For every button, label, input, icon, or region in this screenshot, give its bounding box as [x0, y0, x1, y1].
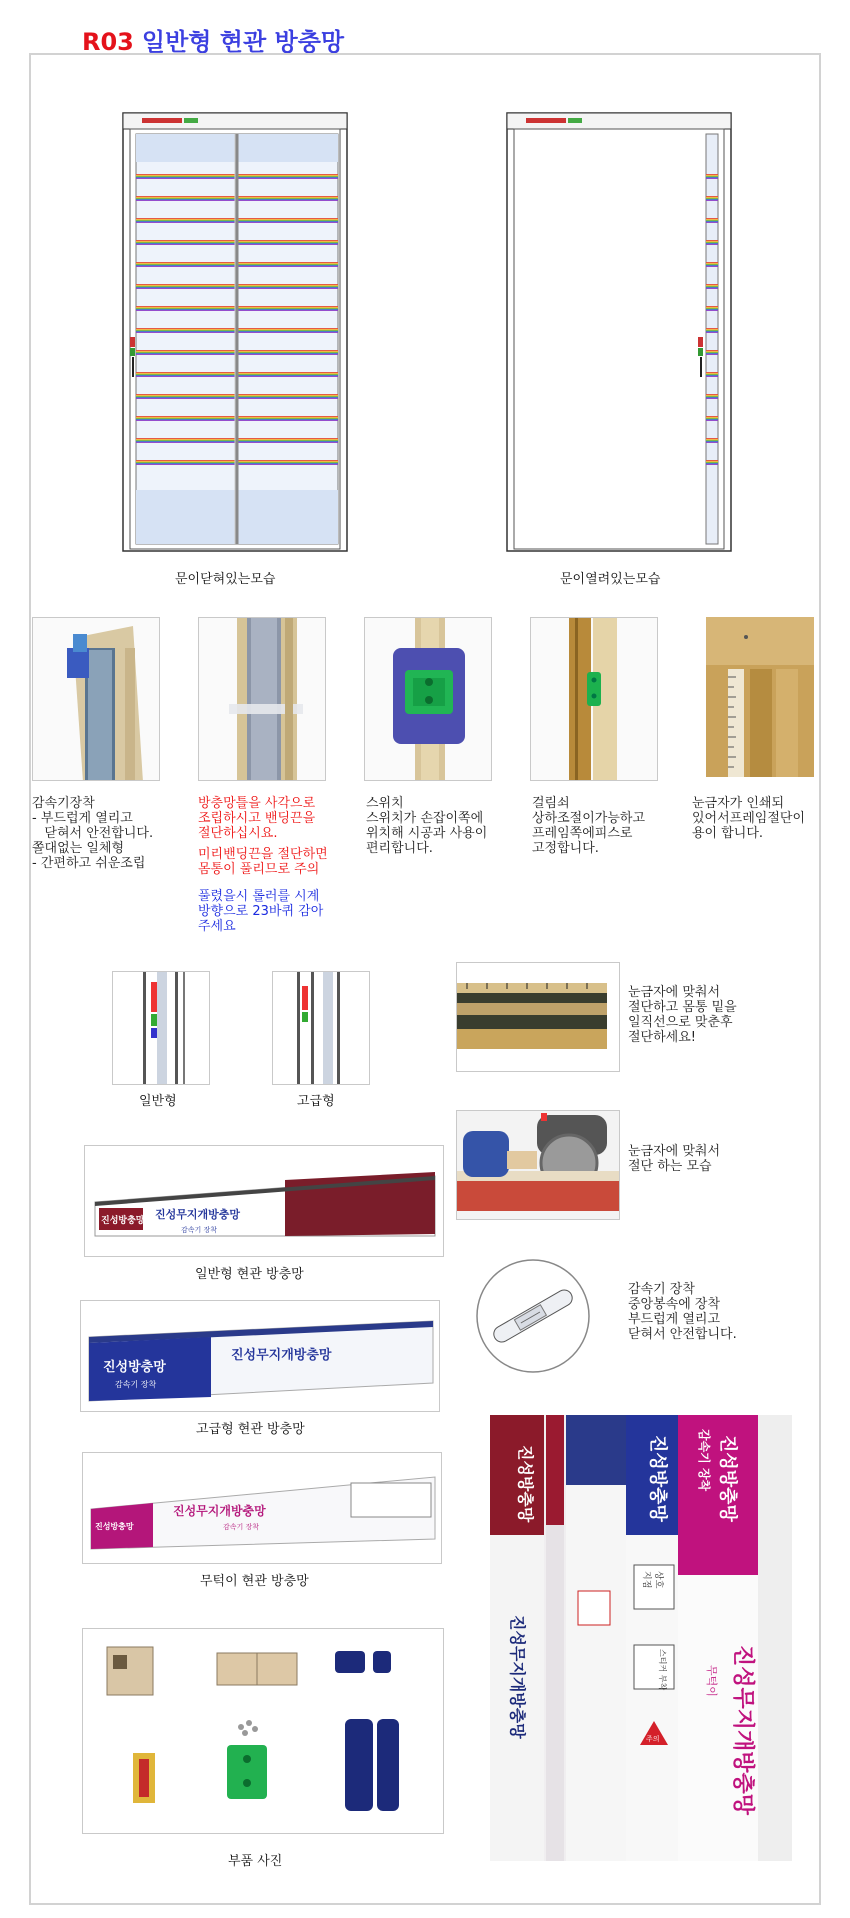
mesh-stripe: [706, 307, 718, 308]
mesh-stripe: [706, 287, 718, 288]
mesh-stripe: [706, 284, 718, 285]
lineup-brand-1: 진성방충망: [516, 1445, 535, 1523]
mesh-stripe: [706, 308, 718, 309]
product-3-brand-label: 진성방충망: [95, 1522, 134, 1531]
page-title: [82, 22, 344, 57]
mesh-stripe: [706, 354, 718, 355]
door-closed-caption: 문이닫혀있는모습: [175, 572, 276, 587]
product-2-tag-label: 감속기 장착: [115, 1380, 157, 1389]
mesh-stripe: [706, 265, 718, 266]
lineup-sub-1: 진성무지개방충망: [508, 1615, 527, 1739]
mesh-stripe: [706, 309, 718, 310]
mesh-stripe: [706, 196, 718, 197]
mesh-stripe: [706, 353, 718, 354]
banding-roller-note: 풀렸을시 롤러를 시계 방향으로 23바퀴 감아 주세요: [198, 889, 324, 934]
lineup-box-label-2: 지점: [641, 1571, 651, 1589]
mesh-stripe: [706, 441, 718, 442]
feature-ruler-text: 눈금자가 인쇄되 있어서프레임절단이 용이 합니다.: [692, 796, 806, 841]
mesh-stripe: [706, 286, 718, 287]
mesh-stripe: [706, 220, 718, 221]
mesh-stripe: [706, 350, 718, 351]
product-2-sub-label: 진성무지개방충망: [231, 1348, 332, 1363]
feature-banding-text: [198, 796, 328, 934]
saw-cutting-text: 눈금자에 맞춰서 절단 하는 모습: [628, 1144, 721, 1174]
mesh-stripe: [706, 243, 718, 244]
mesh-stripe: [706, 266, 718, 267]
feature-switch-text: 스위치 스위치가 손잡이쪽에 위치해 시공과 사용이 편리합니다.: [366, 796, 488, 856]
door-closed-illustration: [122, 112, 348, 552]
mesh-stripe: [706, 200, 718, 201]
mesh-stripe: [706, 462, 718, 463]
reducer-circle-illustration: [475, 1258, 591, 1374]
mesh-stripe: [706, 463, 718, 464]
standard-product-box: [84, 1145, 444, 1257]
lineup-brand-3: 진성방충망: [717, 1435, 738, 1522]
mesh-stripe: [706, 178, 718, 179]
mesh-stripe: [706, 262, 718, 263]
mesh-stripe: [706, 395, 718, 396]
product-1-sub-label: 진성무지개방충망: [155, 1208, 241, 1221]
standard-product-caption: 일반형 현관 방충망: [195, 1267, 304, 1282]
mesh-stripe: [706, 286, 718, 287]
mesh-stripe: [706, 218, 718, 219]
premium-product-box: [80, 1300, 440, 1412]
mesh-stripe: [706, 372, 718, 373]
mesh-stripe: [706, 420, 718, 421]
mesh-stripe: [706, 264, 718, 265]
lineup-sub-2: 진성무지개방충망: [730, 1645, 755, 1816]
mesh-stripe: [706, 241, 718, 242]
ruler-align-text: 눈금자에 맞춰서 절단하고 몸통 밑을 일직선으로 맞춘후 절단하세요!: [628, 985, 737, 1045]
mesh-stripe: [706, 376, 718, 377]
mesh-stripe: [706, 373, 718, 374]
mesh-stripe: [706, 174, 718, 175]
mesh-stripe: [706, 438, 718, 439]
product-2-brand-label: 진성방충망: [103, 1360, 166, 1375]
mesh-stripe: [706, 462, 718, 463]
product-lineup-photo: [490, 1415, 792, 1861]
mesh-stripe: [706, 176, 718, 177]
mesh-stripe: [706, 331, 718, 332]
mesh-stripe: [706, 330, 718, 331]
mesh-stripe: [706, 199, 718, 200]
mesh-stripe: [706, 175, 718, 176]
mesh-stripe: [706, 394, 718, 395]
premium-product-caption: 고급형 현관 방충망: [196, 1422, 305, 1437]
standard-type-photo: [112, 971, 210, 1085]
premium-type-photo: [272, 971, 370, 1085]
title-text: 일반형 현관 방충망: [141, 28, 345, 56]
premium-type-caption: 고급형: [297, 1094, 335, 1109]
mesh-stripe: [706, 418, 718, 419]
mesh-stripe: [706, 442, 718, 443]
mesh-stripe: [706, 332, 718, 333]
mesh-stripe: [706, 460, 718, 461]
standard-type-caption: 일반형: [139, 1094, 177, 1109]
banding-warning-2: 미리밴딩끈을 절단하면 몸통이 풀리므로 주의: [198, 847, 328, 877]
mesh-stripe: [706, 396, 718, 397]
mesh-stripe: [706, 221, 718, 222]
ruler-photo: [706, 617, 814, 777]
mesh-stripe: [706, 263, 718, 264]
mesh-stripe: [706, 308, 718, 309]
reducer-profile-photo: [32, 617, 160, 781]
mesh-stripe: [706, 219, 718, 220]
mesh-stripe: [706, 310, 718, 311]
lineup-tag: 감속기 장착: [697, 1429, 711, 1492]
mesh-stripe: [706, 352, 718, 353]
mesh-stripe: [706, 351, 718, 352]
mesh-stripe: [706, 288, 718, 289]
feature-reducer-text: 감속기장착 - 부드럽게 열리고 닫혀서 안전합니다. 쫄대없는 일체형 - 간편하고 쉬운조립: [32, 796, 154, 871]
model-code: R03: [82, 28, 134, 56]
mesh-stripe: [706, 440, 718, 441]
mesh-stripe: [706, 398, 718, 399]
mesh-stripe: [706, 306, 718, 307]
mesh-stripe: [706, 329, 718, 330]
banding-photo: [198, 617, 326, 781]
mesh-stripe: [706, 240, 718, 241]
reducer-text: 감속기 장착 중앙봉속에 장착 부드럽게 열리고 닫혀서 안전합니다.: [628, 1282, 737, 1342]
mesh-stripe: [706, 440, 718, 441]
mesh-stripe: [706, 375, 718, 376]
mesh-stripe: [706, 242, 718, 243]
ruler-align-photo: [456, 962, 620, 1072]
parts-photo: [82, 1628, 444, 1834]
latch-photo: [530, 617, 658, 781]
mesh-stripe: [706, 220, 718, 221]
switch-photo: [364, 617, 492, 781]
mesh-stripe: [706, 439, 718, 440]
threshold-product-box: [82, 1452, 442, 1564]
threshold-product-caption: 무턱이 현관 방충망: [200, 1574, 309, 1589]
mesh-stripe: [706, 285, 718, 286]
mesh-stripe: [706, 417, 718, 418]
mesh-stripe: [706, 374, 718, 375]
mesh-stripe: [706, 419, 718, 420]
lineup-sticker-label: 스티커 부착: [658, 1649, 667, 1691]
mesh-stripe: [706, 461, 718, 462]
mesh-stripe: [706, 177, 718, 178]
mesh-stripe: [706, 374, 718, 375]
mesh-stripe: [706, 397, 718, 398]
parts-caption: 부품 사진: [228, 1854, 283, 1869]
mesh-stripe: [706, 330, 718, 331]
mesh-stripe: [706, 416, 718, 417]
saw-cutting-photo: [456, 1110, 620, 1220]
mesh-stripe: [706, 198, 718, 199]
mesh-stripe: [706, 396, 718, 397]
mesh-stripe: [706, 197, 718, 198]
feature-latch-text: 걸림쇠 상하조절이가능하고 프레임쪽에피스로 고정합니다.: [532, 796, 646, 856]
mesh-stripe: [706, 464, 718, 465]
door-open-illustration: [506, 112, 732, 552]
mesh-stripe: [706, 418, 718, 419]
product-3-tag-label: 감속기 장착: [223, 1523, 260, 1531]
lineup-brand-2: 진성방충망: [647, 1435, 668, 1522]
product-1-tag-label: 감속기 장착: [181, 1226, 218, 1234]
mesh-stripe: [706, 352, 718, 353]
mesh-stripe: [706, 176, 718, 177]
mesh-stripe: [706, 244, 718, 245]
product-1-brand-label: 진성방충망: [101, 1216, 145, 1226]
lineup-warning-label: 주의: [646, 1735, 660, 1743]
mesh-stripe: [706, 222, 718, 223]
product-3-sub-label: 진성무지개방충망: [173, 1504, 266, 1518]
mesh-stripe: [706, 198, 718, 199]
mesh-stripe: [706, 328, 718, 329]
lineup-box-label-1: 상호: [653, 1571, 663, 1589]
mesh-stripe: [706, 242, 718, 243]
mesh-stripe: [706, 264, 718, 265]
banding-warning-1: 방충망틀을 사각으로 조립하시고 밴딩끈을 절단하십시요.: [198, 796, 316, 841]
lineup-threshold: 무턱이: [705, 1665, 718, 1697]
door-open-caption: 문이열려있는모습: [560, 572, 661, 587]
